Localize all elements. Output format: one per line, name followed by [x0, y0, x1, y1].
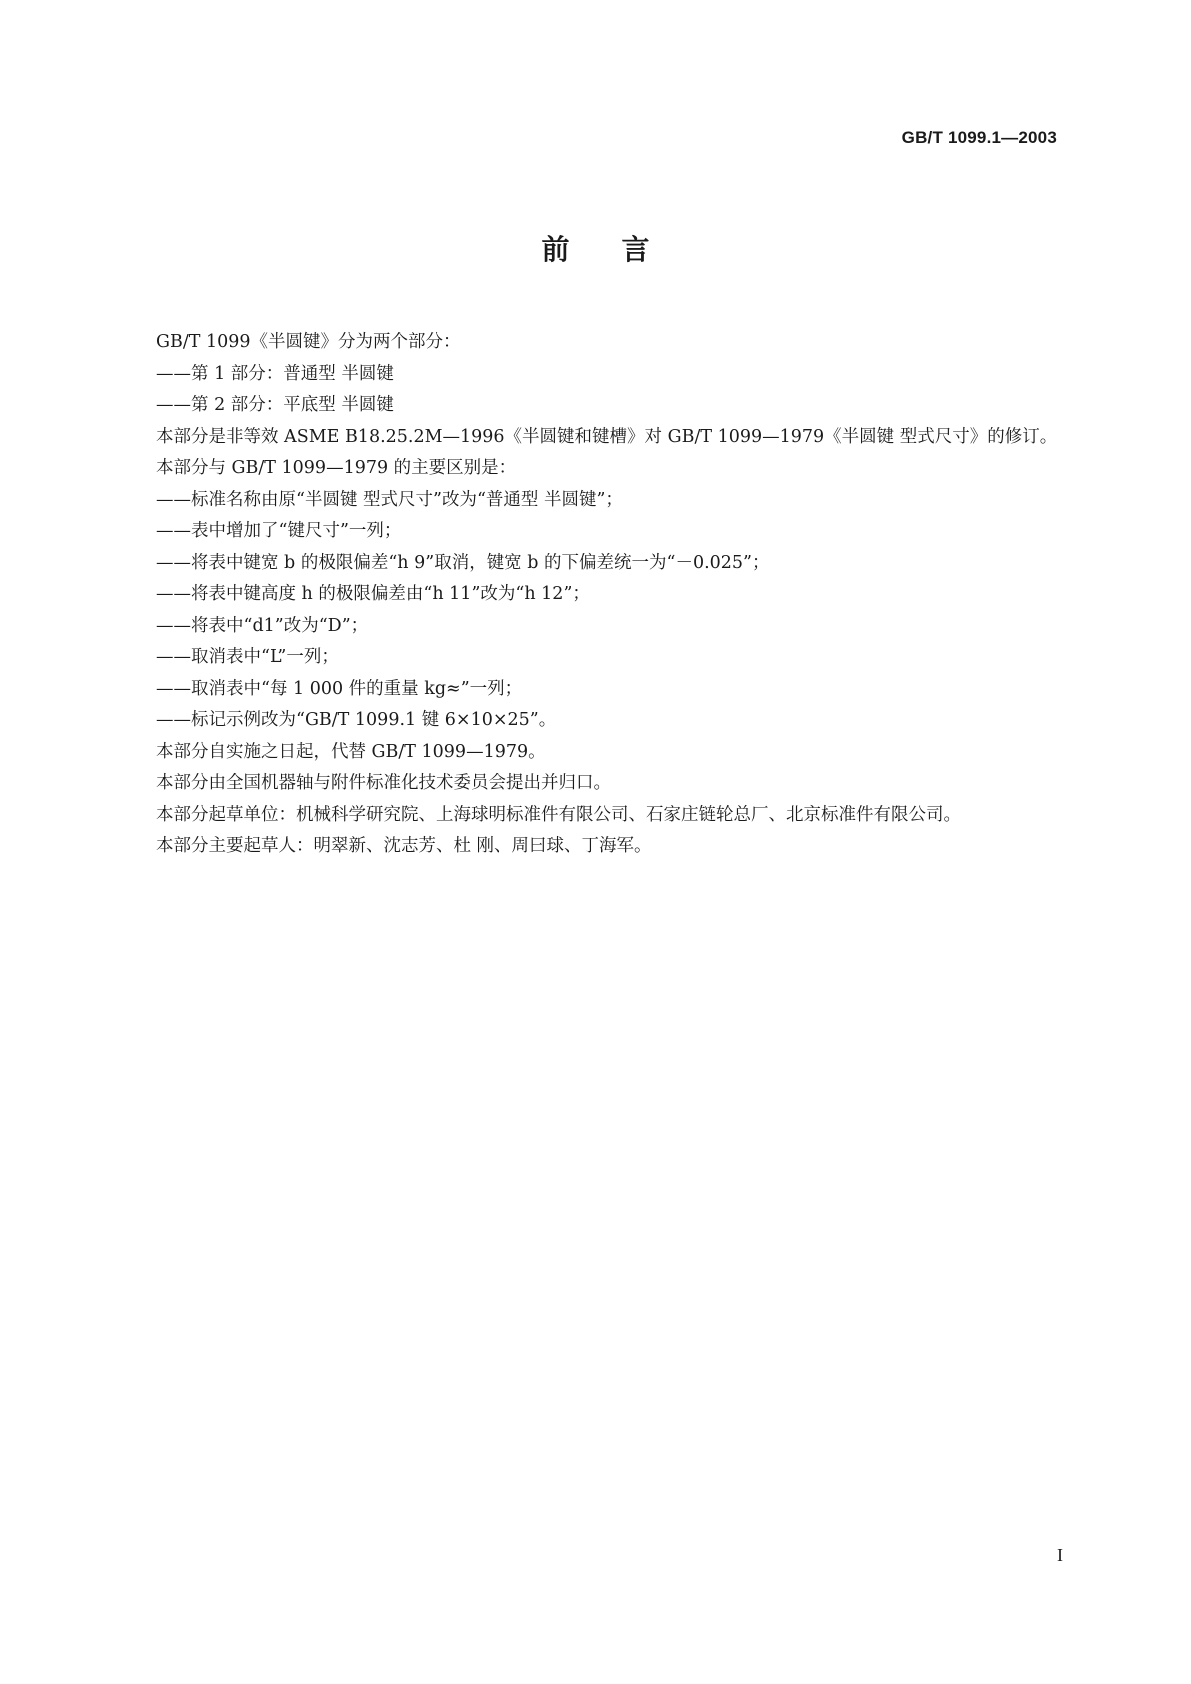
paragraph-parts-intro: GB/T 1099《半圆键》分为两个部分：	[156, 332, 461, 352]
list-item-difference: ——将表中键宽 b 的极限偏差“h 9”取消，键宽 b 的下偏差统一为“－0.025”；	[156, 552, 770, 573]
paragraph-proposer: 本部分由全国机器轴与附件标准化技术委员会提出并归口。	[156, 773, 611, 793]
preface-body	[121, 327, 1060, 863]
list-item-difference: ——标记示例改为“GB/T 1099.1 键 6×10×25”。	[156, 710, 557, 730]
standard-code: GB/T 1099.1—2003	[901, 128, 1057, 147]
list-item-difference: ——将表中“d1”改为“D”；	[156, 615, 369, 636]
page-title: 前言	[541, 233, 702, 266]
list-item-part-1: ——第 1 部分：普通型 半圆键	[156, 363, 394, 384]
paragraph-drafting-units: 本部分起草单位：机械科学研究院、上海球明标准件有限公司、石家庄链轮总厂、北京标准件有限公司。	[156, 804, 961, 825]
paragraph-revision-basis: 本部分是非等效 ASME B18.25.2M—1996《半圆键和键槽》对 GB/T 1099—1979《半圆键 型式尺寸》的修订。	[156, 426, 1058, 447]
paragraph-drafters: 本部分主要起草人：明翠新、沈志芳、杜 刚、周曰球、丁海军。	[156, 836, 652, 856]
paragraph-replacement: 本部分自实施之日起，代替 GB/T 1099—1979。	[156, 741, 546, 762]
list-item-difference: ——取消表中“每 1 000 件的重量 kg≈”一列；	[156, 678, 523, 699]
list-item-difference: ——将表中键高度 h 的极限偏差由“h 11”改为“h 12”；	[156, 584, 590, 604]
list-item-difference: ——标准名称由原“半圆键 型式尺寸”改为“普通型 半圆键”；	[156, 489, 623, 510]
page-number: I	[1057, 1545, 1063, 1565]
paragraph-main-differences: 本部分与 GB/T 1099—1979 的主要区别是：	[156, 458, 517, 478]
list-item-difference: ——表中增加了“键尺寸”一列；	[156, 521, 402, 541]
list-item-part-2: ——第 2 部分：平底型 半圆键	[156, 395, 394, 415]
list-item-difference: ——取消表中“L”一列；	[156, 647, 339, 667]
